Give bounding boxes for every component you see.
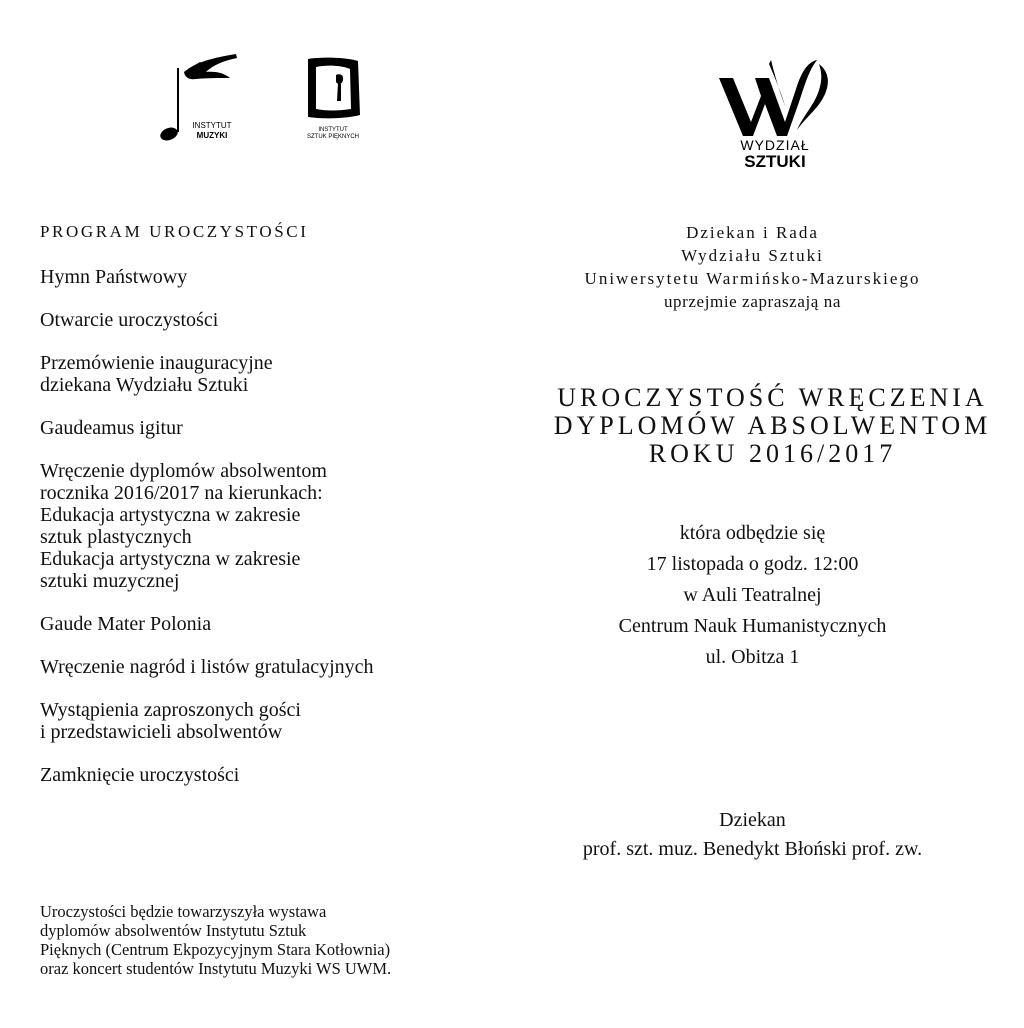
frame-mark-icon <box>300 55 366 125</box>
ceremony-title-line: DYPLOMÓW ABSOLWENTOM <box>553 411 992 440</box>
event-detail-line: ul. Obitza 1 <box>705 646 800 668</box>
program-item-line: Edukacja artystyczna w zakresie <box>40 504 301 526</box>
program-item <box>40 460 480 592</box>
program-item-line: Zamknięcie uroczystości <box>40 764 240 786</box>
exhibition-note-line: Pięknych (Centrum Ekpozycyjnym Stara Kotłownia) <box>40 940 391 959</box>
program-item-line: Przemówienie inauguracyjne <box>40 352 273 374</box>
program-item-line: rocznika 2016/2017 na kierunkach: <box>40 482 323 504</box>
signature-role: Dziekan <box>719 809 786 831</box>
program-item-line: Edukacja artystyczna w zakresie <box>40 548 301 570</box>
program-item-line: i przedstawicieli absolwentów <box>40 721 283 743</box>
event-details <box>520 518 985 673</box>
event-detail-line: która odbędzie się <box>679 522 826 544</box>
program-item-line: sztuki muzycznej <box>40 570 180 592</box>
host-line: Dziekan i Rada <box>686 223 819 242</box>
program-item <box>40 764 480 786</box>
program-item <box>40 656 480 678</box>
program-item <box>40 699 480 743</box>
host-line: Wydziału Sztuki <box>681 246 824 265</box>
exhibition-note-line: oraz koncert studentów Instytutu Muzyki WS UWM. <box>40 959 392 978</box>
music-institute-logo <box>150 52 245 144</box>
program-list <box>40 266 480 807</box>
music-institute-line1: INSTYTUT <box>192 121 232 130</box>
exhibition-note-line: Uroczystości będzie towarzyszyła wystawa <box>40 902 327 921</box>
program-item-line: dziekana Wydziału Sztuki <box>40 374 249 396</box>
host-line: Uniwersytetu Warmińsko-Mazurskiego <box>584 269 921 288</box>
program-item-line: sztuk plastycznych <box>40 526 192 548</box>
ceremony-title <box>530 384 1015 468</box>
ws-monogram-icon <box>715 56 835 138</box>
signature-name: prof. szt. muz. Benedykt Błoński prof. zw. <box>582 838 923 860</box>
event-detail-line: w Auli Teatralnej <box>683 584 822 606</box>
event-detail-line: 17 listopada o godz. 12:00 <box>646 553 859 575</box>
ceremony-title-line: UROCZYSTOŚĆ WRĘCZENIA <box>557 383 988 412</box>
program-item-line: Otwarcie uroczystości <box>40 309 219 331</box>
signature-block <box>520 806 985 864</box>
fine-arts-line2: SZTUK PIĘKNYCH <box>306 134 359 140</box>
program-item <box>40 352 480 396</box>
program-item-line: Wręczenie dyplomów absolwentom <box>40 460 327 482</box>
fine-arts-institute-logo <box>300 55 366 145</box>
program-item-line: Gaude Mater Polonia <box>40 613 212 635</box>
event-detail-line: Centrum Nauk Humanistycznych <box>618 615 887 637</box>
host-line: uprzejmie zapraszają na <box>663 292 842 311</box>
program-item-line: Hymn Państwowy <box>40 266 188 288</box>
faculty-line1: WYDZIAŁ <box>740 137 810 153</box>
invitation-hosts <box>520 221 985 313</box>
ceremony-title-line: ROKU 2016/2017 <box>648 439 897 468</box>
fine-arts-line1: INSTYTUT <box>318 127 348 133</box>
program-item <box>40 613 480 635</box>
exhibition-note-line: dyplomów absolwentów Instytutu Sztuk <box>40 921 307 940</box>
program-item <box>40 309 480 331</box>
exhibition-note <box>40 902 510 978</box>
program-item-line: Gaudeamus igitur <box>40 417 183 439</box>
program-item <box>40 417 480 439</box>
program-item-line: Wystąpienia zaproszonych gości <box>40 699 301 721</box>
program-item <box>40 266 480 288</box>
music-institute-line2: MUZYKI <box>196 131 228 140</box>
faculty-logo <box>715 56 835 176</box>
program-item-line: Wręczenie nagród i listów gratulacyjnych <box>40 656 374 678</box>
program-title: PROGRAM UROCZYSTOŚCI <box>40 222 309 241</box>
faculty-line2: SZTUKI <box>744 152 806 171</box>
